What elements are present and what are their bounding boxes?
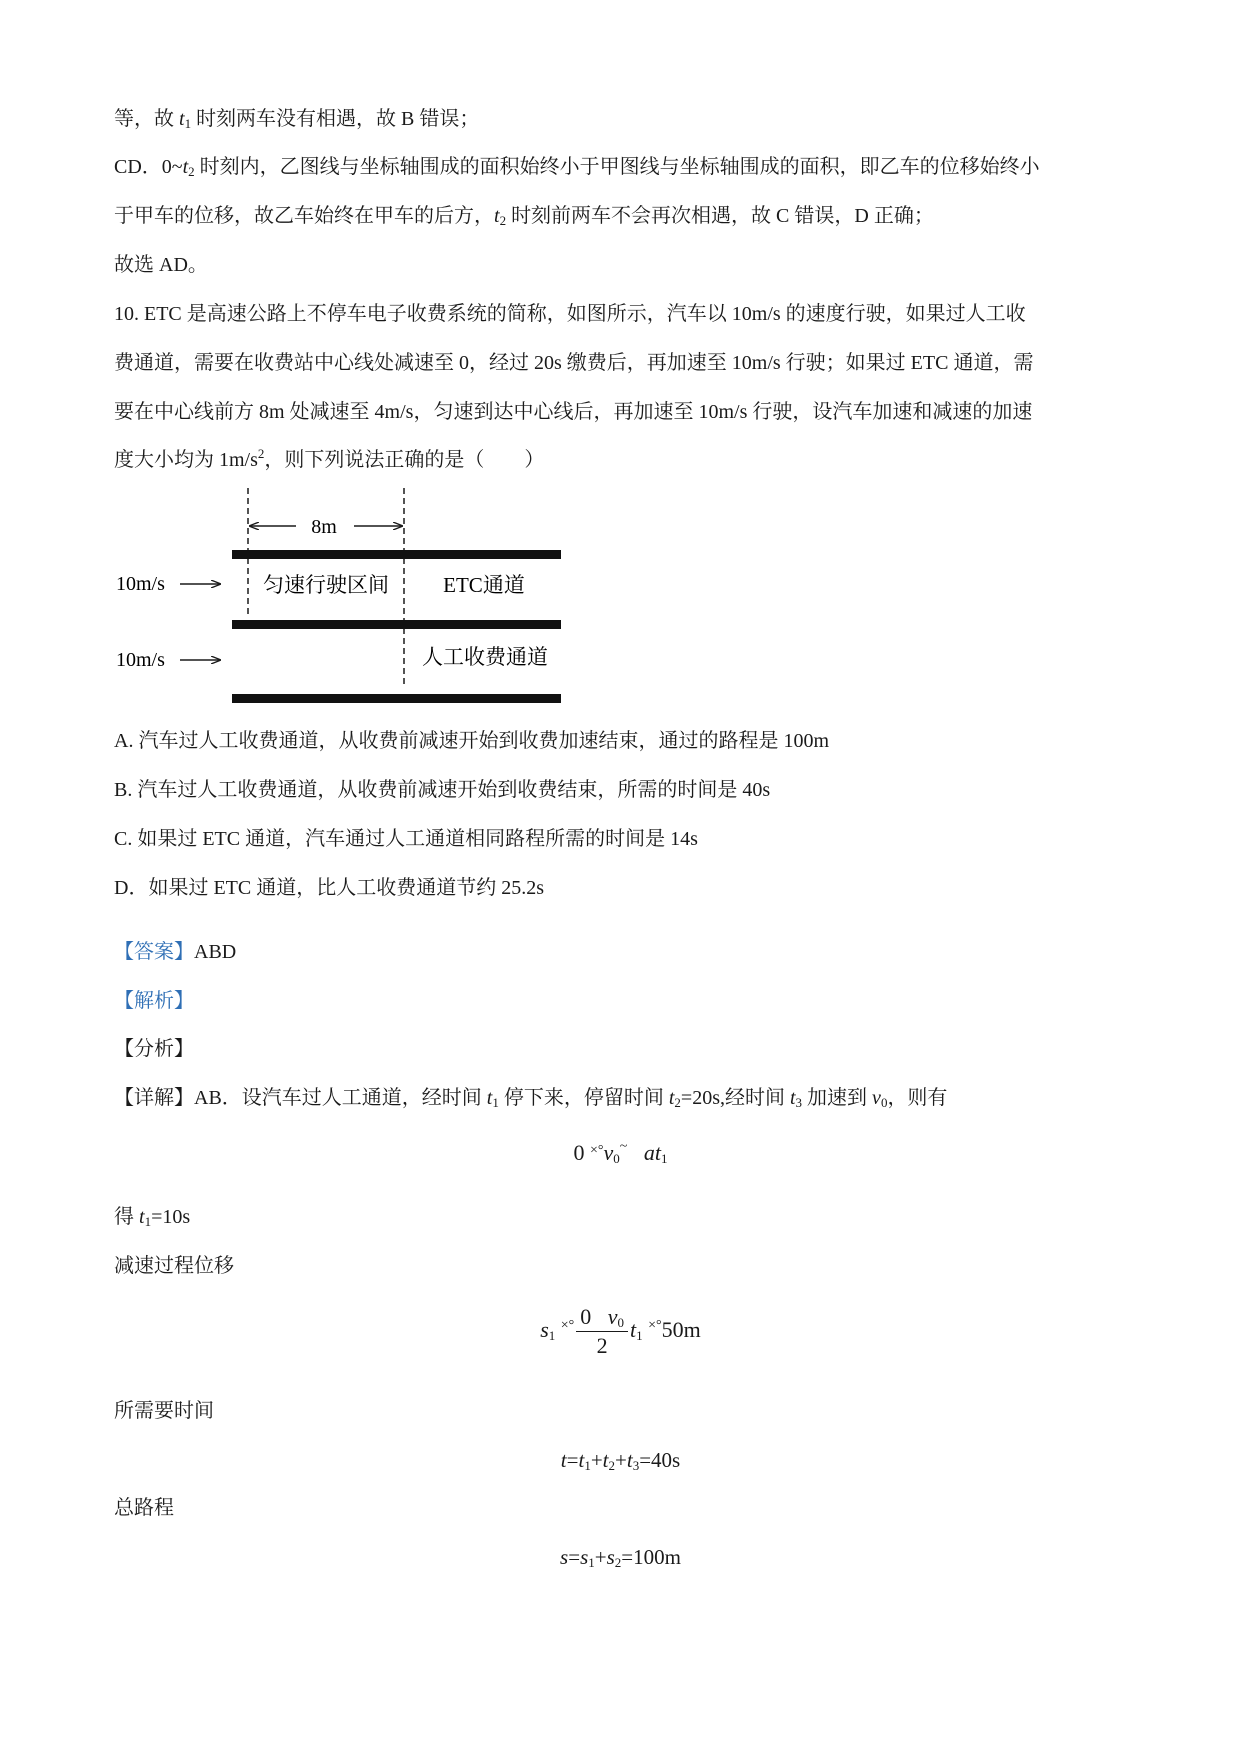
equation-displacement: $s_1$ ×° $\frac{0 v_0}{2}$ $t_1$ ×°50m [540,1304,701,1359]
lane-bar-bottom [232,694,561,703]
fenxi-tag: 【分析】 [114,1038,194,1060]
decel-label: 减速过程位移 [114,1255,234,1277]
question-line-3: 要在中心线前方 8m 处减速至 4m/s，匀速到达中心线后，再加速至 10m/s 行驶，设汽车加速和减速的加速 [114,401,1033,423]
etc-lane-diagram [100,488,570,713]
lane-bar-top [232,550,561,559]
prev-cd-line-1: CD．$0\sim t_2$ 时刻内，乙图线与坐标轴围成的面积始终小于甲图线与坐标轴围成的面积，即乙车的位移始终小 [114,156,1040,179]
distance-label: 8m [311,516,337,538]
option-b: B. 汽车过人工收费通道，从收费前减速开始到收费结束，所需的时间是 40s [114,779,771,801]
option-d: D．如果过 ETC 通道，比人工收费通道节约 25.2s [114,877,544,899]
total-distance-label: 总路程 [114,1497,174,1519]
prev-cd-line-2: 于甲车的位移，故乙车始终在甲车的后方，$t_2$ 时刻前两车不会再次相遇，故 C 错误，D 正确； [114,205,934,228]
equation-velocity: 0 $^{\times^\circ}v_0^\sim$ $at_1$ [573,1139,668,1166]
analysis-tag: 【解析】 [114,990,194,1012]
answer-line [114,939,1134,965]
answer-value: ABD [194,941,237,963]
fraction: $\frac{0 v_0}{2}$ [576,1303,628,1360]
manual-lane-label: 人工收费通道 [422,645,548,669]
etc-lane-label: ETC通道 [443,573,525,597]
detail-line: 【详解】AB．设汽车过人工通道，经时间 $t_1$ 停下来，停留时间 $t_2=20s$,经时间 $t_3$ 加速到 $v_0$，则有 [114,1087,948,1110]
result-t1: 得 $t_1=10s$ [114,1206,191,1229]
answer-tag: 【答案】 [114,941,194,963]
equation-total-distance: $s=s_1+s_2=100m$ [560,1545,681,1570]
equation-total-time: $t=t_1+t_2+t_3=40s$ [560,1448,681,1473]
prev-choose: 故选 AD。 [114,254,208,276]
lane-bar-middle [232,620,561,629]
speed-label-bottom: 10m/s [116,649,165,671]
option-c: C. 如果过 ETC 通道，汽车通过人工通道相同路程所需的时间是 14s [114,828,698,850]
question-line-2: 费通道，需要在收费站中心线处减速至 0，经过 20s 缴费后，再加速至 10m/s 行驶；如果过 ETC 通道，需 [114,352,1034,374]
prev-line-1: 等，故 $t_1$ 时刻两车没有相遇，故 B 错误； [114,108,480,131]
question-line-4: 度大小均为 $1m/s^2$，则下列说法正确的是（ ） [114,446,545,471]
zone-label: 匀速行驶区间 [263,573,389,597]
question-line-1: 10. ETC 是高速公路上不停车电子收费系统的简称，如图所示，汽车以 10m/s 的速度行驶，如果过人工收 [114,303,1026,325]
option-a: A. 汽车过人工收费通道，从收费前减速开始到收费加速结束，通过的路程是 100m [114,730,829,752]
time-label: 所需要时间 [114,1400,214,1422]
speed-label-top: 10m/s [116,573,165,595]
